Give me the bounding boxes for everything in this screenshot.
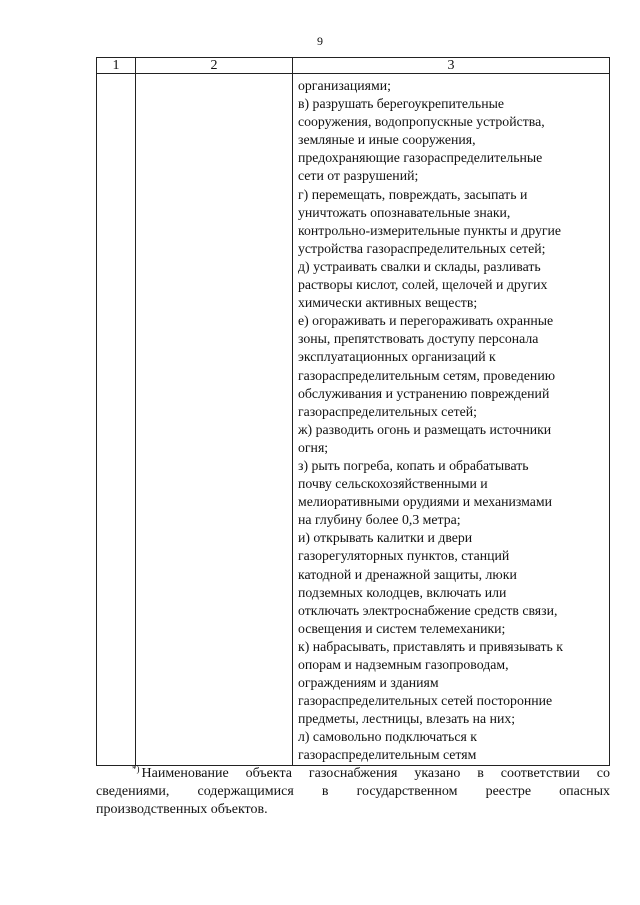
text-line: л) самовольно подключаться к [298, 729, 477, 745]
text-line: е) огораживать и перегораживать охранные [298, 313, 554, 329]
text-line: химически активных веществ; [298, 295, 478, 311]
text-line: газораспределительным сетям, проведению [298, 367, 556, 383]
footnote-text-1: Наименование объекта газоснабжения указано в соответствии со [141, 766, 610, 781]
text-line: эксплуатационных организаций к [298, 349, 496, 365]
document-table [96, 57, 610, 766]
text-line: освещения и систем телемеханики; [298, 620, 506, 636]
text-line: обслуживания и устранению повреждений [298, 385, 550, 401]
text-line: отключать электроснабжение средств связи, [298, 602, 558, 618]
text-line: ограждениям и зданиям [298, 675, 439, 691]
text-line: в) разрушать берегоукрепительные [298, 96, 504, 112]
table-row [97, 74, 610, 766]
text-line: устройства газораспределительных сетей; [298, 240, 546, 256]
text-line: предохраняющие газораспределительные [298, 150, 543, 166]
text-line: подземных колодцев, включать или [298, 584, 507, 600]
footnote-line-1 [96, 760, 610, 783]
text-line: газораспределительных сетей посторонние [298, 693, 553, 709]
text-line: контрольно-измерительные пункты и другие [298, 222, 562, 238]
text-line: почву сельскохозяйственными и [298, 476, 488, 492]
column-header-3: 3 [293, 58, 610, 74]
text-line: газораспределительных сетей; [298, 403, 477, 419]
text-line: земляные и иные сооружения, [298, 132, 476, 148]
text-line: г) перемещать, повреждать, засыпать и [298, 186, 528, 202]
text-line: опорам и надземным газопроводам, [298, 657, 509, 672]
text-line: предметы, лестницы, влезать на них; [298, 711, 516, 727]
text-line: мелиоративными орудиями и механизмами [298, 494, 553, 510]
prohibitions-list [293, 74, 609, 765]
text-line: к) набрасывать, приставлять и привязывать к [298, 638, 563, 654]
text-line: уничтожать опознавательные знаки, [298, 204, 511, 220]
cell-column-2 [136, 74, 293, 766]
text-line: газорегуляторных пунктов, станций [298, 548, 510, 564]
text-line: сети от разрушений; [298, 168, 419, 184]
text-line: на глубину более 0,3 метра; [298, 512, 461, 528]
column-header-1: 1 [97, 58, 136, 74]
table-header-row [97, 58, 610, 74]
text-line: ж) разводить огонь и размещать источники [298, 421, 552, 437]
footnote-line-2: сведениями, содержащимися в государственном реестре опасных [96, 784, 610, 799]
cell-column-3 [293, 74, 610, 766]
text-line: сооружения, водопропускные устройства, [298, 114, 545, 130]
text-line: зоны, препятствовать доступу персонала [298, 331, 539, 347]
text-line: растворы кислот, солей, щелочей и других [298, 277, 548, 293]
cell-column-1 [97, 74, 136, 766]
page-number: 9 [317, 34, 323, 48]
text-line: газораспределительным сетям [298, 747, 477, 763]
text-line: д) устраивать свалки и склады, разливать [298, 258, 541, 274]
text-line: з) рыть погреба, копать и обрабатывать [298, 457, 529, 473]
footnote-marker: *) [132, 764, 140, 774]
footnote-line-3: производственных объектов. [96, 802, 268, 817]
text-line: катодной и дренажной защиты, люки [298, 566, 517, 582]
column-header-2: 2 [136, 58, 293, 74]
text-line: огня; [298, 439, 329, 455]
footnote [96, 760, 610, 819]
text-line: организациями; [298, 78, 391, 93]
text-line: и) открывать калитки и двери [298, 530, 473, 546]
